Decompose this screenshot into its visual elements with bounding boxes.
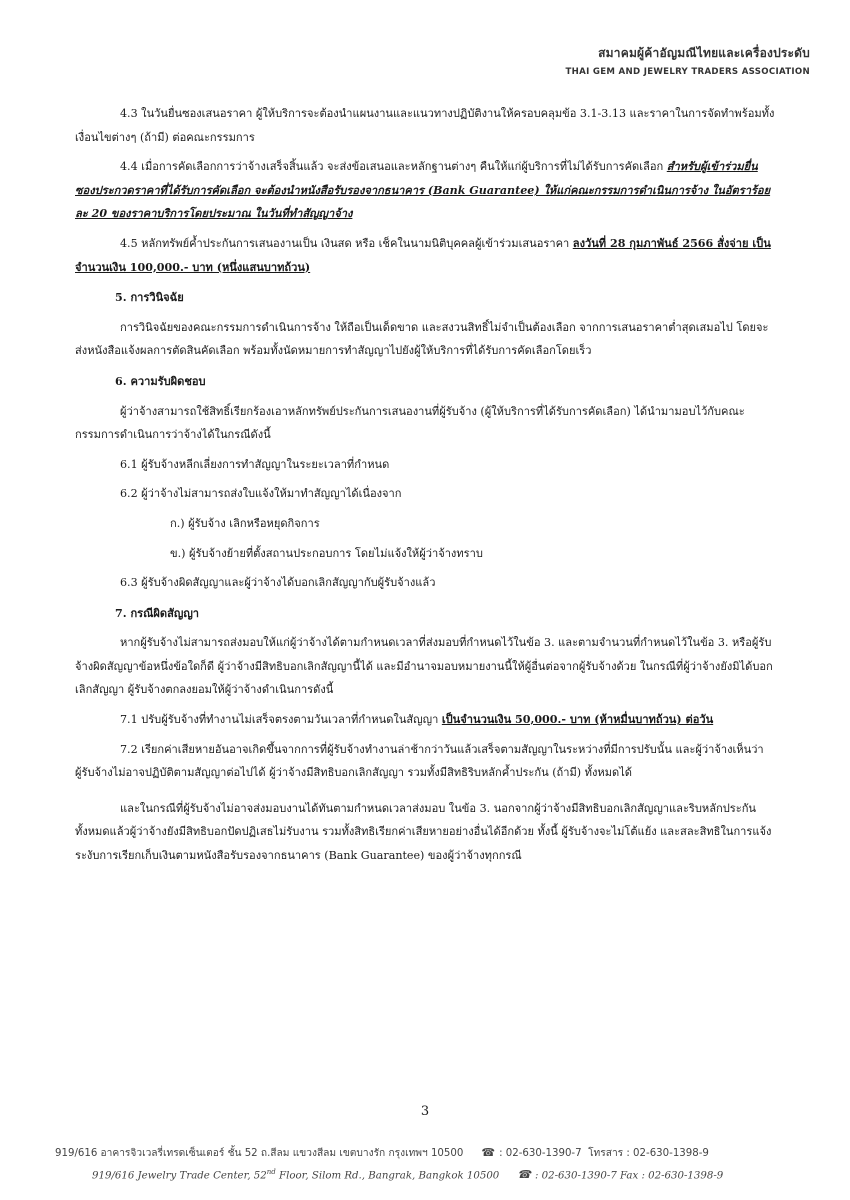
heading-section-5: 5. การวินิจฉัย bbox=[115, 291, 184, 305]
clause-4-4-emphasis: สำหรับผู้เข้าร่วมยื่นซองประกวดราคาที่ได้รับการคัดเลือก จะต้องนำหนังสือรับรองจากธนาคาร (Bank Guarantee) ให้แก่คณะกรรมการดำเนินการจ้าง ในอัตราร้อยละ 20 ของราคาบริการโดยประมาณ ในวันที่ทำสัญญาจ้าง bbox=[75, 160, 771, 221]
footer-fax-thai: โทรสาร : 02-630-1398-9 bbox=[588, 1148, 709, 1159]
section-5-text: การวินิจฉัยของคณะกรรมการดำเนินการจ้าง ให้ถือเป็นเด็ดขาด และสงวนสิทธิ์ไม่จำเป็นต้องเลือก จากการเสนอราคาต่ำสุดเสมอไป โดยจะส่งหนังสือแจ้งผลการตัดสินคัดเลือก พร้อมทั้งนัดหมายการทำสัญญาไปยังผู้ให้บริการที่ได้รับการคัดเลือกโดยเร็ว bbox=[75, 320, 769, 358]
clause-7-1 bbox=[75, 708, 775, 732]
telephone-icon: ☎ bbox=[517, 1168, 531, 1182]
page-number: 3 bbox=[420, 1104, 430, 1119]
clause-6-3: 6.3 ผู้รับจ้างผิดสัญญาและผู้ว่าจ้างได้บอกเลิกสัญญากับผู้รับจ้างแล้ว bbox=[120, 576, 436, 590]
clause-4-4 bbox=[75, 155, 775, 226]
org-name-english: THAI GEM AND JEWELRY TRADERS ASSOCIATION bbox=[565, 67, 810, 77]
heading-section-6: 6. ความรับผิดชอบ bbox=[115, 374, 206, 388]
footer-address-en-pre: 919/616 Jewelry Trade Center, 52 bbox=[92, 1170, 267, 1182]
footer-address-thai-text: 919/616 อาคารจิวเวลรี่เทรดเซ็นเตอร์ ชั้น 52 ถ.สีลม แขวงสีลม เขตบางรัก กรุงเทพฯ 10500 bbox=[55, 1148, 464, 1159]
clause-4-3: 4.3 ในวันยื่นซองเสนอราคา ผู้ให้บริการจะต้องนำแผนงานและแนวทางปฏิบัติงานให้ครอบคลุมข้อ 3.1-3.13 และราคาในการจัดทำพร้อมทั้งเงื่อนไขต่างๆ (ถ้ามี) ต่อคณะกรรมการ bbox=[75, 107, 775, 144]
org-name-thai: สมาคมผู้ค้าอัญมณีไทยและเครื่องประดับ bbox=[598, 46, 810, 60]
clause-7-2: 7.2 เรียกค่าเสียหายอันอาจเกิดขึ้นจากการที่ผู้รับจ้างทำงานล่าช้ากว่าวันแล้วเสร็จตามสัญญาในระหว่างที่มีการปรับนั้น และผู้ว่าจ้างเห็นว่าผู้รับจ้างไม่อาจปฏิบัติตามสัญญาต่อไปได้ ผู้ว่าจ้างมีสิทธิบอกเลิกสัญญา รวมทั้งมีสิทธิริบหลักค้ำประกัน (ถ้ามี) ทั้งหมดได้ bbox=[75, 742, 764, 780]
footer-address-english bbox=[92, 1168, 850, 1181]
clause-7-1-emphasis: เป็นจำนวนเงิน 50,000.- บาท (ห้าหมื่นบาทถ้วน) ต่อวัน bbox=[441, 713, 714, 727]
footer-address-en-sup: nd bbox=[266, 1168, 276, 1176]
clause-6-1: 6.1 ผู้รับจ้างหลีกเลี่ยงการทำสัญญาในระยะเวลาที่กำหนด bbox=[120, 457, 390, 471]
document-body bbox=[75, 102, 775, 868]
telephone-icon: ☎ bbox=[481, 1146, 496, 1159]
section-7-final: และในกรณีที่ผู้รับจ้างไม่อาจส่งมอบงานได้ทันตามกำหนดเวลาส่งมอบ ในข้อ 3. นอกจากผู้ว่าจ้างมีสิทธิบอกเลิกสัญญาและริบหลักประกันทั้งหมดแล้วผู้ว่าจ้างยังมีสิทธิบอกปัดปฏิเสธไม่รับงาน รวมทั้งสิทธิเรียกค่าเสียหายอย่างอื่นได้อีกด้วย ทั้งนี้ ผู้รับจ้างจะไม่โต้แย้ง และสละสิทธิในการแจ้งระงับการเรียกเก็บเงินตามหนังสือรับรองจากธนาคาร (Bank Guarantee) ของผู้ว่าจ้างทุกกรณี bbox=[75, 801, 772, 863]
clause-4-5-text: 4.5 หลักทรัพย์ค้ำประกันการเสนองานเป็น เงินสด หรือ เช็คในนามนิติบุคคลผู้เข้าร่วมเสนอราคา bbox=[120, 236, 573, 250]
letterhead bbox=[565, 44, 810, 77]
footer-address-en-post: Floor, Silom Rd., Bangrak, Bangkok 10500 bbox=[275, 1170, 500, 1182]
heading-section-7: 7. กรณีผิดสัญญา bbox=[115, 606, 200, 620]
footer-address-thai bbox=[55, 1145, 835, 1161]
section-7-text: หากผู้รับจ้างไม่สามารถส่งมอบให้แก่ผู้ว่าจ้างได้ตามกำหนดเวลาที่ส่งมอบที่กำหนดไว้ในข้อ 3. และตามจำนวนที่กำหนดไว้ในข้อ 3. หรือผู้รับจ้างผิดสัญญาข้อหนึ่งข้อใดก็ดี ผู้ว่าจ้างมีสิทธิบอกเลิกสัญญานี้ได้ และมีอำนาจมอบหมายงานนี้ให้ผู้อื่นต่อจากผู้รับจ้างด้วย ในกรณีที่ผู้ว่าจ้างยังมิได้บอกเลิกสัญญา ผู้รับจ้างตกลงยอมให้ผู้ว่าจ้างดำเนินการดังนี้ bbox=[75, 636, 773, 697]
footer-phone-en: : 02-630-1390-7 Fax : 02-630-1398-9 bbox=[534, 1170, 724, 1182]
section-6-text: ผู้ว่าจ้างสามารถใช้สิทธิ์เรียกร้องเอาหลักทรัพย์ประกันการเสนองานที่ผู้รับจ้าง (ผู้ให้บริการที่ได้รับการคัดเลือก) ได้นำมามอบไว้กับคณะกรรมการดำเนินการว่าจ้างได้ในกรณีดังนี้ bbox=[75, 404, 745, 442]
clause-6-2-b: ข.) ผู้รับจ้างย้ายที่ตั้งสถานประกอบการ โดยไม่แจ้งให้ผู้ว่าจ้างทราบ bbox=[170, 546, 483, 560]
clause-4-5 bbox=[75, 232, 775, 279]
clause-6-2-a: ก.) ผู้รับจ้าง เลิกหรือหยุดกิจการ bbox=[170, 516, 320, 530]
clause-4-5-emphasis: ลงวันที่ 28 กุมภาพันธ์ 2566 สั่งจ่าย เป็นจำนวนเงิน 100,000.- บาท (หนึ่งแสนบาทถ้วน) bbox=[75, 236, 771, 274]
footer-phone-thai: : 02-630-1390-7 bbox=[499, 1148, 582, 1159]
clause-7-1-text: 7.1 ปรับผู้รับจ้างที่ทำงานไม่เสร็จตรงตามวันเวลาที่กำหนดในสัญญา bbox=[120, 713, 442, 727]
clause-4-4-text: 4.4 เมื่อการคัดเลือกการว่าจ้างเสร็จสิ้นแล้ว จะส่งข้อเสนอและหลักฐานต่างๆ คืนให้แก่ผู้บริการที่ไม่ได้รับการคัดเลือก bbox=[120, 160, 667, 174]
clause-6-2: 6.2 ผู้ว่าจ้างไม่สามารถส่งใบแจ้งให้มาทำสัญญาได้เนื่องจาก bbox=[120, 487, 402, 501]
